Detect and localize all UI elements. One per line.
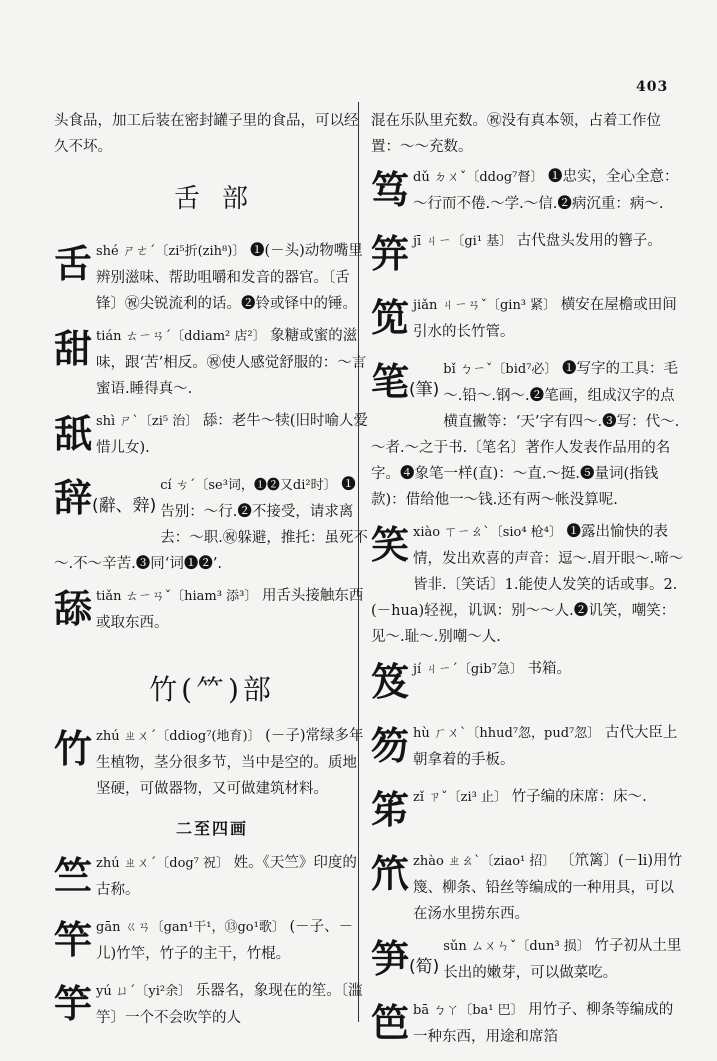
pronunciation: tián ㄊㄧㄢˊ〔ddiam² 店²〕 [96, 329, 266, 344]
section-title-bamboo: 竹(⺮)部 [149, 673, 275, 706]
headword: 甜 [54, 327, 93, 371]
entry [371, 848, 687, 927]
pronunciation: sǔn ㄙㄨㄣˇ〔dun³ 损〕 [443, 939, 590, 954]
definition: 横安在屋檐或田间引水的长竹管。 [413, 297, 677, 340]
pronunciation: yú ㄩˊ〔yi²余〕 [96, 984, 192, 999]
definition: 姓。《天竺》印度的古称。 [96, 855, 357, 898]
right-column [371, 108, 687, 1061]
entry [54, 238, 370, 317]
section-title-tongue: 舌部 [173, 184, 270, 214]
stroke-count-heading: 二至四画 [175, 819, 248, 838]
headword: 笄 [371, 232, 410, 276]
headword: 竽 [54, 982, 93, 1026]
pronunciation: zǐ ㄗˇ〔zi³ 止〕 [413, 790, 508, 805]
headword: 笫 [371, 788, 410, 832]
pronunciation: tiǎn ㄊㄧㄢˇ〔hiam³ 添³〕 [96, 589, 258, 604]
definition: (－子)常绿多年生植物，茎分很多节，当中是空的。质地坚硬，可做器物，又可做建筑材料。 [96, 728, 364, 797]
entry [54, 323, 370, 402]
right-intro: 混在乐队里充数。㊗没有真本领，占着工作位置：～～充数。 [371, 113, 661, 155]
headword: 舐 [54, 412, 93, 456]
entry [54, 408, 370, 466]
definition: 古代盘头发用的簪子。 [516, 233, 662, 249]
pronunciation: jī ㄐㄧ〔gi¹ 基〕 [413, 234, 513, 249]
headword: 辞(辭、辤) [54, 476, 157, 520]
headword: 笃 [371, 168, 410, 212]
pronunciation: zhú ㄓㄨˊ〔ddiog⁷(地育)〕 [96, 729, 261, 744]
headword: 竺 [54, 854, 93, 898]
pronunciation: dǔ ㄉㄨˇ〔ddog⁷督〕 [413, 170, 544, 185]
pronunciation: gān ㄍㄢ〔gan¹干¹，⑬go¹歌〕 [96, 920, 285, 935]
pronunciation: jí ㄐㄧˊ〔gib⁷急〕 [413, 662, 523, 677]
definition: 书箱。 [527, 661, 571, 677]
entry [371, 356, 687, 513]
entry [371, 933, 687, 991]
definition: (－子、－儿)竹竿，竹子的主干，竹棍。 [96, 919, 354, 962]
entry [54, 472, 370, 577]
definition: ❶忠实，全心全意：～行而不倦.～学.～信.❷病沉重：病～. [413, 169, 679, 212]
pronunciation: hù ㄏㄨˋ〔hhud⁷忽，pud⁷忽〕 [413, 726, 601, 741]
headword: 舔 [54, 587, 93, 631]
pronunciation: shì ㄕˋ〔zi⁵ 治〕 [96, 414, 199, 429]
pronunciation: zhào ㄓㄠˋ〔ziao¹ 招〕 [413, 854, 556, 869]
entry [54, 850, 370, 908]
headword: 笑 [371, 523, 410, 567]
pronunciation: cí ㄘˊ〔se³词，❶❷又di²时〕 [160, 478, 337, 493]
entry [371, 784, 687, 842]
definition: 〔笊篱〕(－li)用竹篾、柳条、铅丝等编成的一种用具，可以在汤水里捞东西。 [413, 853, 683, 922]
entry [371, 292, 687, 350]
definition: 舔：老牛～犊(旧时喻人爱惜儿女). [96, 413, 368, 456]
headword: 笊 [371, 852, 410, 896]
definition: 竹子编的床席：床～. [511, 789, 647, 805]
definition: 乐器名，象现在的笙。〔滥竽〕一个不会吹竽的人 [96, 983, 363, 1026]
entry [371, 519, 687, 650]
headword: 笔(筆) [371, 360, 440, 404]
headword: 笋(筍) [371, 937, 440, 981]
definition: ❶露出愉快的表情，发出欢喜的声音：逗～.眉开眼～.啼～皆非.〔笑话〕1.能使人发笑的话或事。2.(－hua)轻视，讥讽：别～～人.❷讥笑，嘲笑：见～.耻～.别嘲～人. [371, 524, 684, 645]
definition: 古代大臣上朝拿着的手板。 [413, 725, 678, 768]
entry [54, 723, 370, 802]
headword: 竹 [54, 727, 93, 771]
entry [371, 720, 687, 778]
left-intro: 头食品，加工后装在密封罐子里的食品，可以经久不坏。 [54, 113, 359, 155]
definition: ❶写字的工具：毛～.铅～.钢～.❷笔画，组成汉字的点横直撇等：‘天’字有四～.❸写：代～.～者.～之于书.〔笔名〕著作人发表作品用的名字。❹象笔一样(直)：～直.～挺.❺量词(指钱款)：借给他一～钱.还有两～帐没算呢. [371, 361, 680, 508]
pronunciation: bā ㄅㄚ〔ba¹ 巴〕 [413, 1003, 524, 1018]
definition: 用舌头接触东西或取东西。 [96, 588, 364, 631]
pronunciation: shé ㄕㄜˊ〔zi⁵折(zih⁸)〕 [96, 244, 246, 259]
pronunciation: xiào ㄒㄧㄠˋ〔sio⁴ 枪⁴〕 [413, 525, 562, 540]
headword: 笕 [371, 296, 410, 340]
headword: 舌 [54, 242, 93, 286]
headword: 笏 [371, 724, 410, 768]
headword: 笈 [371, 660, 410, 704]
definition: ❶告别：～行.❷不接受，请求离去：～职.㊗躲避，推托：虽死不～.不～辛苦.❸同‘词❶❷’. [54, 477, 368, 572]
entry [54, 914, 370, 972]
pronunciation: zhú ㄓㄨˊ〔dog⁷ 祝〕 [96, 856, 230, 871]
entry [371, 228, 687, 286]
entry [54, 978, 370, 1036]
pronunciation: jiǎn ㄐㄧㄢˇ〔gin³ 紧〕 [413, 298, 557, 313]
definition: 竹子初从土里长出的嫩芽，可以做菜吃。 [443, 938, 682, 981]
entry [371, 656, 687, 714]
headword: 笆 [371, 1001, 410, 1045]
left-column [54, 108, 370, 1042]
page-number: 403 [636, 79, 669, 95]
entry [54, 583, 370, 641]
headword: 竿 [54, 918, 93, 962]
pronunciation: bǐ ㄅㄧˇ〔bid⁷必〕 [443, 362, 558, 377]
definition: 用竹子、柳条等编成的一种东西，用途和席箔 [413, 1002, 674, 1045]
entry [371, 997, 687, 1055]
definition: ❶(－头)动物嘴里辨别滋味、帮助咀嚼和发音的器官。〔舌锋〕㊗尖锐流利的话。❷铃或铎中的锤。 [96, 243, 363, 312]
entry [371, 164, 687, 222]
definition: 象糖或蜜的滋味，跟‘苦’相反。㊗使人感觉舒服的：～言蜜语.睡得真～. [96, 328, 367, 397]
